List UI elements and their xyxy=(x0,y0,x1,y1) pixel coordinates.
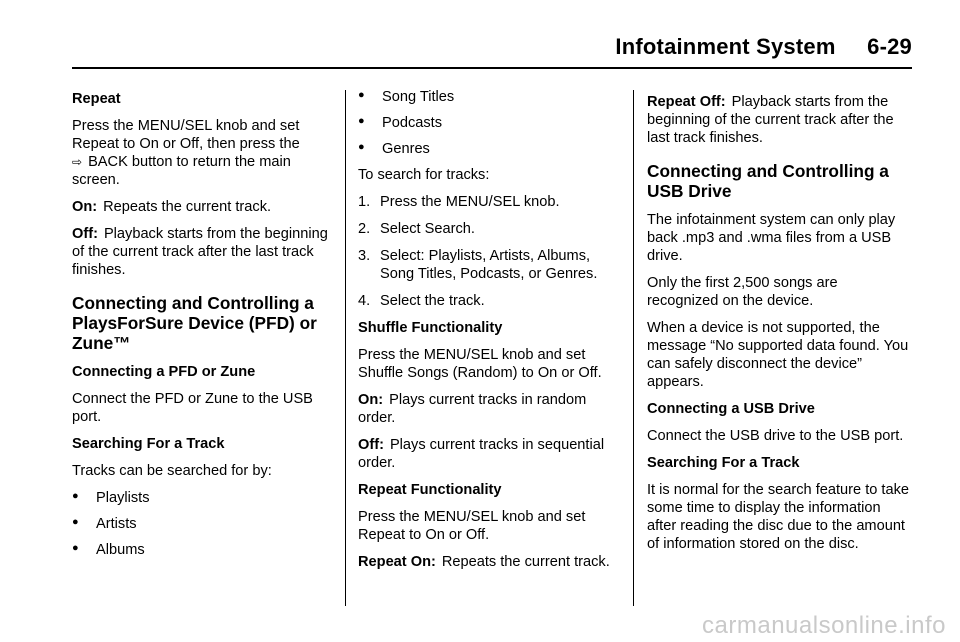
page-header-title: Infotainment System 6-29 xyxy=(615,34,912,59)
back-arrow-icon: ⇨ xyxy=(72,155,83,169)
repeat-on-label: Repeat On: xyxy=(358,554,436,570)
header-rule xyxy=(72,67,912,69)
step-item: 1. Press the MENU/SEL knob. xyxy=(358,194,560,210)
list-item: ● Song Titles xyxy=(358,88,620,106)
repeat-text-b: BACK button to return the main screen. xyxy=(72,154,291,188)
bullet-icon: ● xyxy=(72,516,79,528)
usb-para-3: When a device is not supported, the message “No supported data found. You can safely disconnect the device” appears. xyxy=(647,320,909,390)
connect-usb-subhead: Connecting a USB Drive xyxy=(647,401,815,417)
step-item: 4. Select the track. xyxy=(358,293,485,309)
repeat-subhead: Repeat xyxy=(72,91,121,107)
off-text: Playback starts from the beginning of the current track after the last track finishes. xyxy=(72,226,328,278)
repeat-on-text: Repeats the current track. xyxy=(441,554,610,570)
search-intro: Tracks can be searched for by: xyxy=(72,463,272,479)
column-divider xyxy=(345,90,346,606)
on-label: On: xyxy=(358,392,384,408)
off-label: Off: xyxy=(358,437,384,453)
step-item: 2. Select Search. xyxy=(358,221,475,237)
shuffle-on-definition xyxy=(358,391,620,427)
off-text: Plays current tracks in sequential order. xyxy=(358,437,605,471)
on-text: Plays current tracks in random order. xyxy=(358,392,587,426)
usb-section-title: Connecting and Controlling a USB Drive xyxy=(647,161,889,201)
list-item: ● Podcasts xyxy=(358,114,620,132)
list-item: ● Genres xyxy=(358,140,620,158)
list-item: ● Playlists xyxy=(72,489,334,507)
off-label: Off: xyxy=(72,226,98,242)
list-item: ● Artists xyxy=(72,515,334,533)
search-track-subhead: Searching For a Track xyxy=(72,436,225,452)
column-3 xyxy=(647,93,912,562)
step-item: 3. Select: Playlists, Artists, Albums, Song Titles, Podcasts, or Genres. xyxy=(358,248,598,282)
usb-search-subhead: Searching For a Track xyxy=(647,455,800,471)
bullet-icon: ● xyxy=(72,490,79,502)
off-definition xyxy=(72,225,334,279)
repeat-func-text: Press the MENU/SEL knob and set Repeat to On or Off. xyxy=(358,509,586,543)
bullet-icon: ● xyxy=(72,542,79,554)
on-text: Repeats the current track. xyxy=(103,199,272,215)
bullet-icon: ● xyxy=(358,89,365,101)
column-2 xyxy=(358,88,620,580)
shuffle-off-definition xyxy=(358,436,620,472)
repeat-off-text: Playback starts from the beginning of the current track after the last track finishes. xyxy=(647,94,894,146)
usb-para-2: Only the first 2,500 songs are recognized on the device. xyxy=(647,275,838,309)
pfd-section-title: Connecting and Controlling a PlaysForSure Device (PFD) or Zune™ xyxy=(72,293,317,353)
connect-usb-text: Connect the USB drive to the USB port. xyxy=(647,428,904,444)
bullet-icon: ● xyxy=(358,141,365,153)
repeat-instructions xyxy=(72,117,334,189)
repeat-func-subhead: Repeat Functionality xyxy=(358,482,502,498)
on-label: On: xyxy=(72,199,98,215)
search-steps-intro: To search for tracks: xyxy=(358,167,490,183)
shuffle-subhead: Shuffle Functionality xyxy=(358,320,503,336)
repeat-text-a: Press the MENU/SEL knob and set Repeat to On or Off, then press the xyxy=(72,118,300,152)
shuffle-text: Press the MENU/SEL knob and set Shuffle Songs (Random) to On or Off. xyxy=(358,347,602,381)
connect-pfd-subhead: Connecting a PFD or Zune xyxy=(72,364,256,380)
repeat-off-definition xyxy=(647,93,912,147)
repeat-off-label: Repeat Off: xyxy=(647,94,726,110)
column-divider xyxy=(633,90,634,606)
usb-para-1: The infotainment system can only play back .mp3 and .wma files from a USB drive. xyxy=(647,212,896,264)
bullet-icon: ● xyxy=(358,115,365,127)
repeat-on-definition xyxy=(358,553,620,571)
list-item: ● Albums xyxy=(72,541,334,559)
usb-search-text: It is normal for the search feature to take some time to display the information after reading the disc due to the amount of information stored on the disc. xyxy=(647,482,910,552)
connect-pfd-text: Connect the PFD or Zune to the USB port. xyxy=(72,391,313,425)
watermark: carmanualsonline.info xyxy=(702,612,946,639)
column-1 xyxy=(72,90,334,567)
on-definition xyxy=(72,198,334,216)
